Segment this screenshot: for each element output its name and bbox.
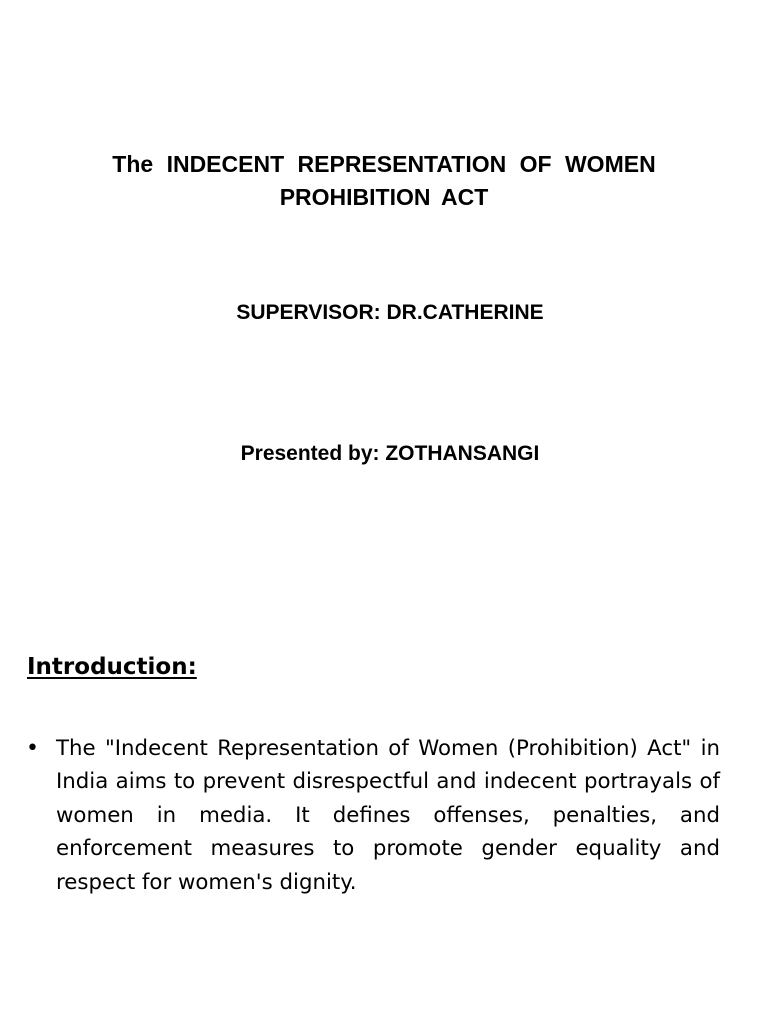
- supervisor-label: SUPERVISOR: DR.CATHERINE: [236, 301, 544, 324]
- introduction-heading: Introduction:: [27, 654, 197, 680]
- slide-title-line-1: The INDECENT REPRESENTATION OF WOMEN: [112, 151, 656, 177]
- presenter-label: Presented by: ZOTHANSANGI: [240, 442, 540, 465]
- bullet-text: The "Indecent Representation of Women (Prohibition) Act" in India aims to prevent disrespectful and indecent portrayals of women in media. It defines offenses, penalties, and enforcement measures to promote gender equality and respect for women's dignity.: [56, 736, 720, 895]
- bullet-icon: •: [26, 736, 39, 761]
- slide-title-line-2: PROHIBITION ACT: [279, 184, 489, 210]
- slide-title: [30, 148, 738, 214]
